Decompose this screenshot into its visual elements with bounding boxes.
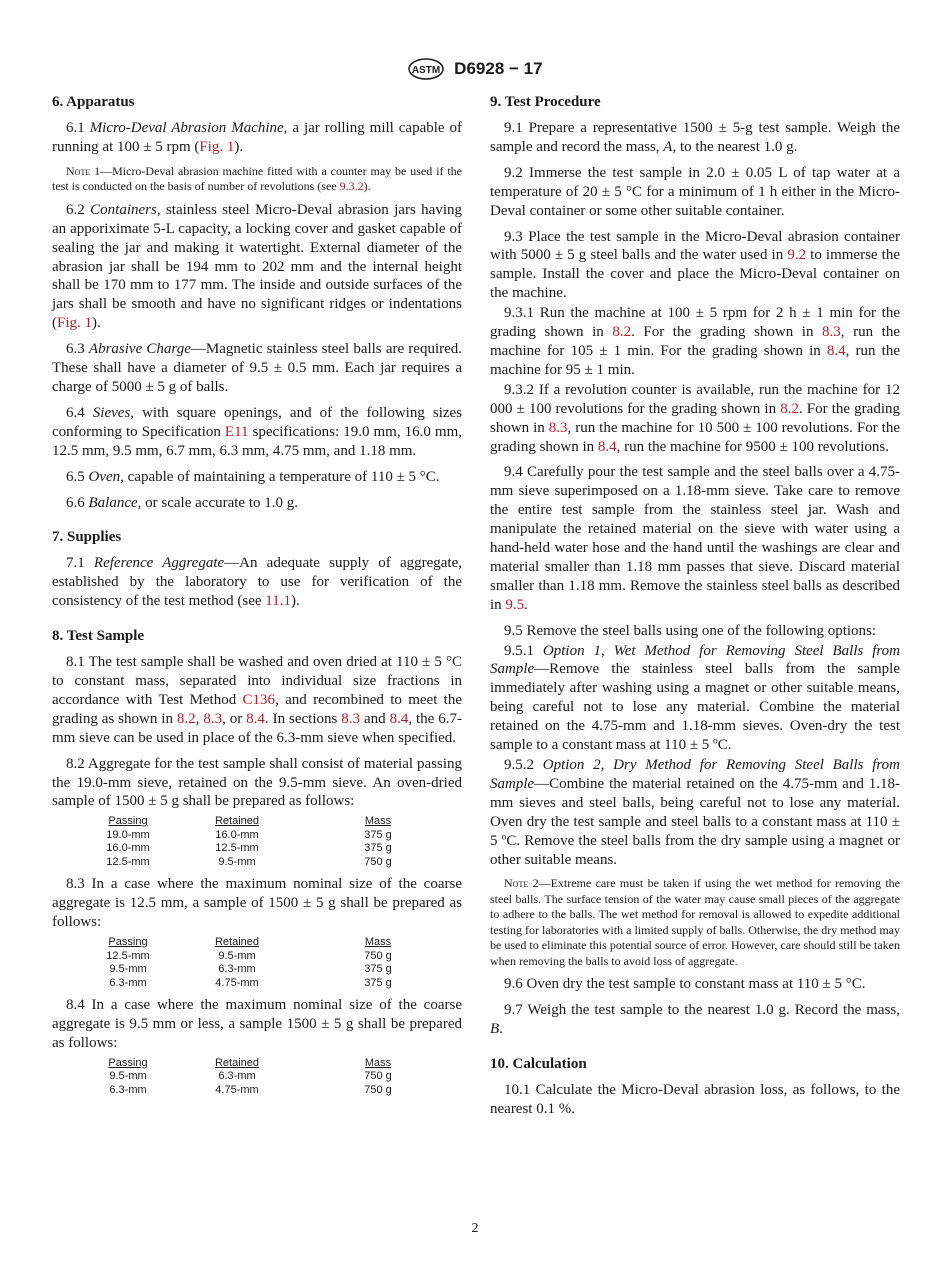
page-number: 2 bbox=[471, 1221, 479, 1236]
table-row: 9.5-mm 6.3-mm 375 g bbox=[109, 963, 392, 976]
astm-logo-icon bbox=[407, 58, 445, 80]
link[interactable]: 8.4 bbox=[597, 438, 617, 455]
link[interactable]: 9.5 bbox=[505, 596, 525, 613]
column-header: Mass bbox=[364, 1056, 392, 1069]
paragraph: 9.5.1 Option 1, Wet Method for Removing Steel Balls from Sample—Remove the stainless steel balls from the sample immediately after washing using a magnet or other suitable means, being careful not to lose any material. Combine the material retained on the 4.75-mm and 1.18-mm sieves. Oven-dry the test sample to a constant mass at 110 ± 5 ºC. bbox=[490, 642, 901, 754]
column-header: Passing bbox=[108, 815, 148, 828]
link[interactable]: 8.4 bbox=[826, 342, 846, 359]
paragraph: 9.1 Prepare a representative 1500 ± 5-g test sample. Weigh the sample and record the mass, A, to the nearest 1.0 g. bbox=[490, 120, 900, 155]
paragraph: 9.7 Weigh the test sample to the nearest 1.0 g. Record the mass, B. bbox=[490, 1002, 900, 1038]
paragraph: 9.2 Immerse the test sample in 2.0 ± 0.05 L of tap water at a temperature of 20 ± 5 °C for a minimum of 1 h either in the Micro-Deval container or some other suitable container. bbox=[490, 164, 900, 219]
column-header: Mass bbox=[364, 815, 392, 828]
paragraph: 6.1 Micro-Deval Abrasion Machine, a jar rolling mill capable of running at 100 ± 5 rpm (Fig. 1). bbox=[52, 120, 462, 155]
paragraph: 10.1 Calculate the Micro-Deval abrasion loss, as follows, to the nearest 0.1 %. bbox=[490, 1082, 900, 1118]
table-row: 9.5-mm 6.3-mm 750 g bbox=[109, 1070, 392, 1083]
link[interactable]: 8.4 bbox=[389, 710, 409, 727]
section-heading: 10. Calculation bbox=[490, 1056, 587, 1073]
section-heading: 6. Apparatus bbox=[52, 94, 135, 110]
right-column bbox=[490, 93, 900, 1126]
section-heading: 9. Test Procedure bbox=[490, 94, 601, 110]
paragraph: 8.3 In a case where the maximum nominal size of the coarse aggregate is 12.5 mm, a sample of 1500 ± 5 g shall be prepared as follows: bbox=[52, 876, 462, 931]
link[interactable]: 8.3 bbox=[203, 710, 223, 727]
paragraph: 8.4 In a case where the maximum nominal size of the coarse aggregate is 9.5 mm or less, a sample 1500 ± 5 g shall be prepared as follows: bbox=[52, 997, 462, 1051]
link[interactable]: Fig. 1 bbox=[199, 138, 235, 155]
note: Note 2—Extreme care must be taken if using the wet method for removing the steel balls. The surface tension of the water may cause small pieces of the aggregate to adhere to the balls. The wet method for removal is allowed to expedite additional testing for laboratories with a limited supply of balls. Otherwise, the dry method may be used to eliminate this potential source of error. However, care should still be taken when removing the balls to avoid loss of aggregate. bbox=[490, 876, 901, 968]
link[interactable]: 9.3.2 bbox=[339, 179, 364, 194]
link[interactable]: 8.2 bbox=[612, 324, 632, 341]
page-header bbox=[0, 58, 950, 80]
paragraph: 6.2 Containers, stainless steel Micro-Deval abrasion jars having an apporiximate 5-L capacity, a locking cover and gasket capable of sealing the jar and making it watertight. External diameter of the abrasion jar shall be 194 mm to 202 mm and the internal height shall be 170 mm to 177 mm. The inside and outside surfaces of the jars shall be smooth and have no significant ridges or indentations (Fig. 1). bbox=[52, 201, 462, 332]
grading-table-8-3 bbox=[98, 936, 440, 990]
link[interactable]: 8.3 bbox=[341, 710, 361, 727]
paragraph: 7.1 Reference Aggregate—An adequate supply of aggregate, established by the laboratory to use for verification of the consistency of the test method (see 11.1). bbox=[52, 555, 462, 610]
note: Note 1—Micro-Deval abrasion machine fitted with a counter may be used if the test is conducted on the basis of number of revolutions (see 9.3.2). bbox=[52, 163, 463, 194]
standard-designation: D6928 − 17 bbox=[454, 59, 543, 78]
link[interactable]: E11 bbox=[224, 423, 249, 440]
table-row: 12.5-mm 9.5-mm 750 g bbox=[106, 949, 392, 962]
table-row: 6.3-mm 4.75-mm 750 g bbox=[109, 1083, 392, 1096]
svg-text:ASTM: ASTM bbox=[412, 65, 441, 76]
paragraph: 6.6 Balance, or scale accurate to 1.0 g. bbox=[66, 494, 298, 511]
column-header: Passing bbox=[108, 1056, 148, 1069]
column-header: Retained bbox=[214, 1056, 260, 1069]
left-column bbox=[52, 93, 462, 1103]
section-heading: 7. Supplies bbox=[52, 529, 122, 546]
paragraph: 9.5 Remove the steel balls using one of the following options: bbox=[504, 622, 877, 639]
link[interactable]: 8.2 bbox=[176, 710, 196, 727]
link[interactable]: 8.4 bbox=[246, 710, 265, 727]
paragraph: 9.5.2 Option 2, Dry Method for Removing Steel Balls from Sample—Combine the material retained on the 4.75-mm and 1.18-mm sieves and steel balls, being careful not to lose any material. Oven dry the test sample and steel balls to a constant mass at 110 ± 5 ºC. Remove the steel balls from the dry sample using a magnet or other suitable means. bbox=[490, 757, 900, 868]
table-row: 6.3-mm 4.75-mm 375 g bbox=[109, 976, 392, 989]
column-header: Retained bbox=[214, 815, 260, 828]
link[interactable]: C136 bbox=[242, 691, 276, 708]
table-row: 12.5-mm 9.5-mm 750 g bbox=[106, 855, 392, 868]
section-heading: 8. Test Sample bbox=[52, 628, 145, 645]
paragraph: 9.3.2 If a revolution counter is available, run the machine for 12 000 ± 100 revolutions for the grading shown in 8.2. For the grading shown in 8.3, run the machine for 10 500 ± 100 revolutions. For the grading shown in 8.4, run the machine for 9500 ± 100 revolutions. bbox=[490, 381, 900, 455]
paragraph: 6.4 Sieves, with square openings, and of the following sizes conforming to Specification E11 specifications: 19.0 mm, 16.0 mm, 12.5 mm, 9.5 mm, 6.7 mm, 6.3 mm, 4.75 mm, and 1.18 mm. bbox=[52, 404, 463, 459]
paragraph: 6.3 Abrasive Charge—Magnetic stainless steel balls are required. These shall have a diameter of 9.5 ± 0.5 mm. Each jar requires a charge of 5000 ± 5 g of balls. bbox=[52, 341, 463, 395]
link[interactable]: 8.3 bbox=[822, 324, 841, 341]
link[interactable]: 8.2 bbox=[780, 400, 799, 417]
link[interactable]: 11.1 bbox=[265, 593, 291, 610]
paragraph: 8.1 The test sample shall be washed and oven dried at 110 ± 5 °C to constant mass, separated into individual size fractions in accordance with Test Method C136, and recombined to meet the grading as shown in 8.2, 8.3, or 8.4. In sections 8.3 and 8.4, the 6.7-mm sieve can be used in place of the 6.3-mm sieve when specified. bbox=[52, 654, 462, 746]
grading-table-8-2 bbox=[98, 815, 440, 869]
link[interactable]: 9.2 bbox=[787, 247, 807, 264]
paragraph: 6.5 Oven, capable of maintaining a temperature of 110 ± 5 °C. bbox=[66, 468, 440, 485]
link[interactable]: Fig. 1 bbox=[57, 315, 93, 332]
column-header: Mass bbox=[364, 936, 392, 949]
column-header: Retained bbox=[214, 936, 260, 949]
paragraph: 9.4 Carefully pour the test sample and the steel balls over a 4.75-mm sieve superimposed on a 1.18-mm sieve. Take care to remove the entire test sample from the stainless steel jar. Wash and manipulate the retained material on the sieve with water using a hand-held water hose and the hand until the washings are clear and material smaller than 1.18 mm passes that sieve. Discard material smaller than 1.18 mm. Remove the stainless steel balls as described in 9.5. bbox=[490, 464, 900, 613]
paragraph: 8.2 Aggregate for the test sample shall consist of material passing the 19.0-mm sieve, retained on the 9.5-mm sieve. An oven-dried sample of 1500 ± 5 g shall be prepared as follows: bbox=[52, 755, 462, 810]
paragraph: 9.6 Oven dry the test sample to constant mass at 110 ± 5 °C. bbox=[504, 976, 866, 993]
table-row: 16.0-mm 12.5-mm 375 g bbox=[106, 842, 392, 855]
column-header: Passing bbox=[108, 936, 148, 949]
paragraph: 9.3.1 Run the machine at 100 ± 5 rpm for 2 h ± 1 min for the grading shown in 8.2. For the grading shown in 8.3, run the machine for 105 ± 1 min. For the grading shown in 8.4, run the machine for 95 ± 1 min. bbox=[490, 305, 900, 378]
link[interactable]: 8.3 bbox=[548, 419, 568, 436]
table-row: 19.0-mm 16.0-mm 375 g bbox=[106, 828, 392, 841]
grading-table-8-4 bbox=[98, 1057, 440, 1098]
paragraph: 9.3 Place the test sample in the Micro-Deval abrasion container with 5000 ± 5 g steel balls and the water used in 9.2 to immerse the sample. Install the cover and place the Micro-Deval container on the machine. bbox=[490, 228, 900, 302]
